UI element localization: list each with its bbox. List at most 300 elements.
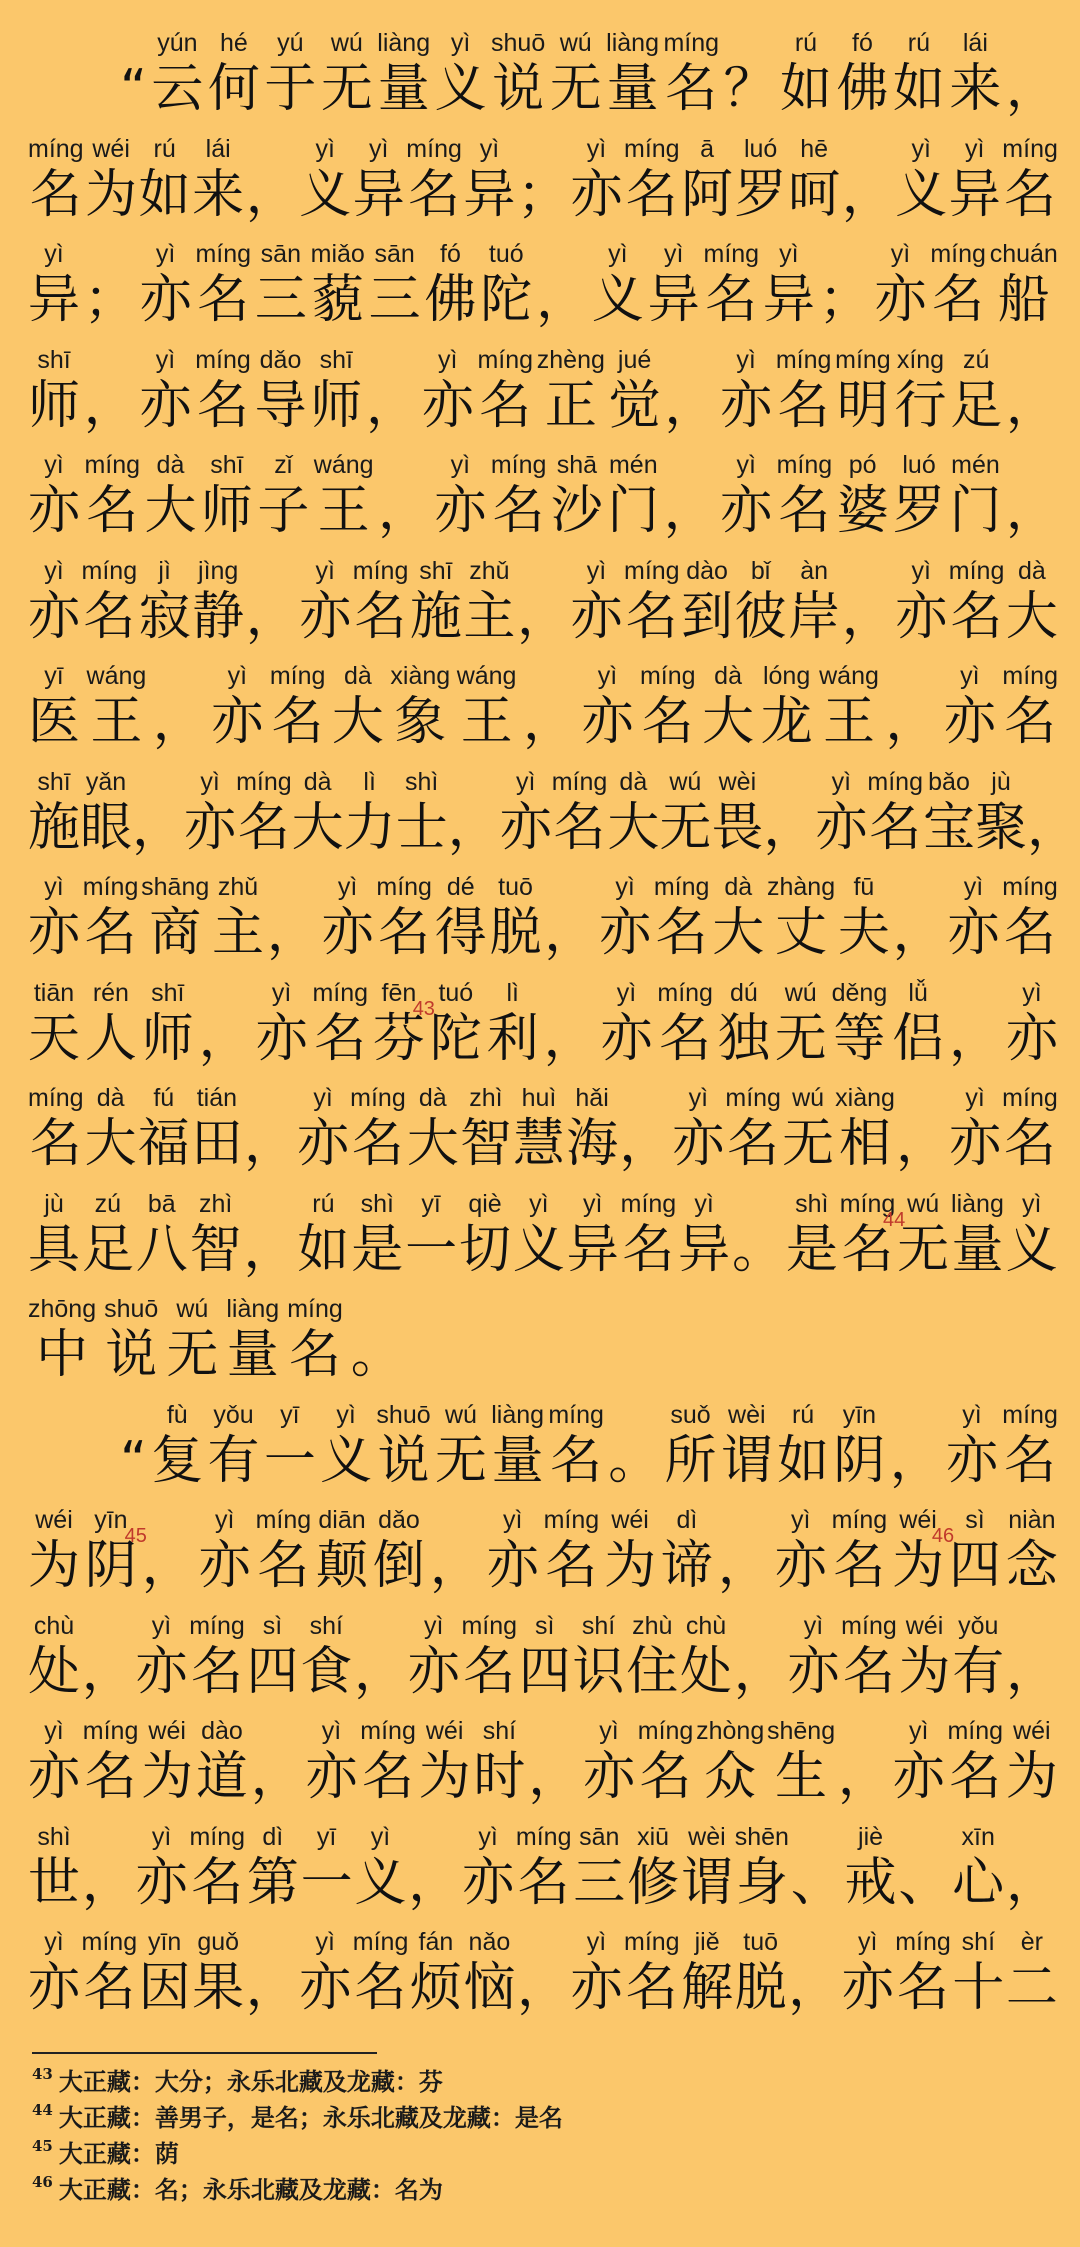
pinyin: wáng [313, 451, 374, 479]
ruby-char [310, 345, 362, 437]
hanzi: 、 [898, 1852, 951, 1913]
pinyin: wú [176, 1295, 209, 1323]
hanzi: 佛 [424, 270, 477, 330]
hanzi: 大 [144, 481, 197, 541]
hanzi: 亦 [892, 1747, 945, 1807]
ruby-char [1006, 978, 1058, 1070]
ruby-char [949, 1505, 1001, 1597]
ruby-char [947, 1716, 1003, 1808]
ruby-char [833, 1400, 885, 1492]
pinyin: míng [81, 1928, 138, 1956]
hanzi: 名 [841, 1219, 894, 1280]
ruby-char [407, 1083, 459, 1175]
ruby-char [28, 1505, 80, 1597]
ruby-char [377, 28, 430, 120]
hanzi: 聚 [975, 797, 1028, 858]
ruby-char [898, 1822, 950, 1914]
footnote-item [32, 2172, 1050, 2208]
hanzi: 食 [300, 1641, 353, 1702]
hanzi: 名 [665, 59, 718, 119]
pinyin: wáng [819, 662, 879, 690]
pinyin: liàng [951, 1189, 1004, 1218]
pinyin: xíng [896, 345, 945, 374]
pinyin: dà [344, 662, 372, 690]
pinyin: míng [189, 1611, 245, 1640]
hanzi: 世 [28, 1852, 81, 1913]
hanzi: 念 [1005, 1536, 1058, 1596]
ruby-char [788, 1927, 840, 2019]
pinyin: yì [694, 1189, 714, 1218]
pinyin: wáng [456, 662, 517, 690]
ruby-char [353, 1927, 409, 2019]
ruby-char [763, 239, 815, 331]
hanzi: 何 [207, 59, 260, 119]
ruby-char [434, 450, 486, 542]
pinyin: jì [158, 556, 171, 585]
text-line [28, 239, 1058, 331]
ruby-char [664, 450, 716, 542]
hanzi: ， [841, 586, 894, 647]
ruby-char [893, 28, 945, 120]
ruby-char [600, 978, 652, 1070]
pinyin: hé [219, 29, 248, 57]
pinyin: yīn [147, 1928, 182, 1956]
ruby-char [661, 1505, 713, 1597]
ruby-char [480, 239, 532, 331]
ruby-char [786, 1189, 838, 1281]
ruby-char [536, 239, 588, 331]
hanzi: 亦 [299, 586, 352, 647]
hanzi: 宝 [923, 797, 976, 858]
hanzi: 名 [869, 797, 922, 858]
ruby-char [270, 661, 326, 753]
hanzi: 亦 [305, 1747, 358, 1807]
ruby-char [487, 1505, 539, 1597]
pinyin: wéi [92, 134, 130, 163]
hanzi: 医 [28, 692, 81, 752]
hanzi: 恼 [463, 1958, 516, 2018]
hanzi: 义 [354, 1852, 407, 1913]
pinyin: dà [1017, 556, 1046, 585]
ruby-char [490, 872, 542, 964]
ruby-char [246, 134, 298, 226]
ruby-char [139, 556, 191, 648]
hanzi: 名 [625, 164, 678, 225]
hanzi: 是 [351, 1219, 404, 1280]
hanzi: 等 [833, 1008, 886, 1069]
hanzi: ， [429, 1536, 482, 1596]
hanzi: 名 [625, 586, 678, 647]
ruby-char [435, 1400, 487, 1492]
ruby-char [462, 1822, 514, 1914]
pinyin: wéi [611, 1506, 649, 1534]
text-line [28, 134, 1058, 226]
ruby-char [763, 767, 815, 859]
pinyin: yīn [842, 1400, 877, 1429]
pinyin: ā [700, 134, 715, 163]
pinyin: yì [529, 1189, 549, 1218]
ruby-char [80, 767, 132, 859]
hanzi: 一 [263, 1430, 316, 1491]
hanzi: 如 [892, 59, 945, 119]
ruby-char [28, 1294, 96, 1386]
pinyin: yì [502, 1506, 523, 1534]
ruby-char [457, 661, 517, 753]
ruby-char [208, 28, 260, 120]
ruby-char [190, 1189, 242, 1281]
ruby-char [780, 28, 832, 120]
hanzi: 如 [138, 164, 191, 225]
hanzi: 相 [839, 1114, 892, 1174]
hanzi: 义 [434, 59, 487, 119]
hanzi: 名 [408, 164, 461, 225]
ruby-char [353, 134, 405, 226]
pinyin: yì [586, 556, 607, 585]
text-line [28, 1189, 1058, 1281]
ruby-char [299, 1927, 351, 2019]
ruby-char [592, 239, 644, 331]
ruby-char [638, 1716, 694, 1808]
hanzi: 名 [83, 1958, 136, 2018]
hanzi: ， [243, 1114, 296, 1174]
ruby-char [120, 28, 147, 120]
hanzi: 切 [459, 1219, 512, 1280]
hanzi: 一 [405, 1219, 458, 1280]
pinyin: chuán [989, 240, 1058, 268]
pinyin: děng [831, 978, 888, 1007]
hanzi: 烦 [409, 1958, 462, 2018]
pinyin: dà [714, 662, 742, 690]
pinyin: yì [315, 556, 335, 585]
ruby-char [195, 345, 251, 437]
pinyin: míng [376, 873, 432, 901]
hanzi: 具 [28, 1219, 81, 1280]
hanzi: 道 [195, 1747, 248, 1807]
footnote-text: 大正藏：善男子，是名；永乐北藏及龙藏：是名 [58, 2103, 563, 2132]
hanzi: 名 [727, 1114, 780, 1174]
pinyin: yì [44, 556, 64, 585]
ruby-char [604, 1505, 656, 1597]
hanzi: 亦 [949, 1114, 1002, 1174]
hanzi: 亦 [486, 1536, 539, 1596]
hanzi: 觉 [608, 375, 661, 436]
ruby-char [144, 450, 196, 542]
hanzi: 二 [1005, 1958, 1058, 2018]
pinyin: tuō [498, 873, 533, 901]
ruby-char [896, 1083, 948, 1175]
footnote-item [32, 2100, 1050, 2136]
hanzi: 名 [84, 903, 137, 963]
hanzi: 名 [545, 1536, 598, 1596]
ruby-char [84, 450, 140, 542]
ruby-char [189, 1822, 245, 1914]
pinyin: míng [236, 767, 292, 796]
hanzi: 士 [395, 797, 448, 858]
hanzi: “ [120, 59, 147, 119]
ruby-char [305, 1716, 357, 1808]
ruby-char [513, 1189, 565, 1281]
hanzi: 亦 [211, 692, 264, 752]
hanzi: 佛 [836, 59, 889, 119]
pinyin: dà [418, 1084, 447, 1112]
ruby-char [351, 1189, 403, 1281]
ruby-char [491, 28, 545, 120]
pinyin: míng [620, 1189, 677, 1218]
ruby-char [621, 1189, 677, 1281]
pinyin: fū [853, 873, 875, 901]
hanzi: 为 [892, 1536, 945, 1596]
ruby-char [28, 978, 80, 1070]
pinyin: yì [616, 978, 637, 1007]
hanzi: 亦 [841, 1958, 894, 2018]
hanzi: 智 [189, 1219, 242, 1280]
text-line [28, 450, 1058, 542]
pinyin: zhàng [767, 873, 836, 901]
ruby-char [301, 1822, 353, 1914]
hanzi: 。 [350, 1325, 403, 1385]
pinyin: xiàng [835, 1084, 895, 1112]
ruby-char [191, 1083, 243, 1175]
hanzi: 亦 [184, 797, 237, 858]
pinyin: dǎo [259, 345, 302, 374]
hanzi: ， [895, 1114, 948, 1174]
pinyin: dì [262, 1822, 284, 1851]
ruby-char [949, 28, 1001, 120]
hanzi: 亦 [28, 1958, 81, 2018]
hanzi: 亦 [599, 903, 652, 963]
ruby-char [516, 1822, 572, 1914]
ruby-char [141, 872, 209, 964]
ruby-char [566, 1083, 618, 1175]
pinyin: míng [657, 978, 713, 1007]
pinyin: míng [841, 1611, 897, 1640]
pinyin: shā [556, 451, 597, 479]
pinyin: yì [450, 29, 471, 57]
ruby-char [544, 1505, 600, 1597]
pinyin: hǎi [575, 1084, 609, 1112]
pinyin: míng [947, 1717, 1004, 1745]
hanzi: 四 [948, 1536, 1001, 1596]
ruby-char [28, 1083, 84, 1175]
text-line [28, 661, 1058, 753]
text-line [28, 1822, 1058, 1914]
hanzi: ， [365, 375, 418, 436]
pinyin: shāng [141, 873, 210, 901]
hanzi: 大 [331, 692, 384, 752]
hanzi: 为 [85, 164, 138, 225]
pinyin: xiū [637, 1822, 670, 1851]
pinyin: àn [800, 556, 829, 585]
ruby-char [292, 767, 344, 859]
hanzi: 师 [141, 1008, 194, 1069]
hanzi: 为 [28, 1536, 81, 1596]
hanzi: 名 [622, 1219, 675, 1280]
pinyin: zhǔ [469, 556, 510, 585]
ruby-char [151, 1400, 203, 1492]
ruby-char [839, 1189, 906, 1281]
pinyin: yīn [94, 1506, 128, 1534]
ruby-char [28, 1716, 80, 1808]
hanzi: 名 [659, 1008, 712, 1069]
hanzi: 名 [463, 1641, 516, 1702]
hanzi: 亦 [135, 1641, 188, 1702]
ruby-char [570, 556, 622, 648]
hanzi: 说 [492, 59, 545, 119]
pinyin: míng [930, 240, 986, 268]
hanzi: 藐 [311, 270, 364, 330]
pinyin: yì [271, 978, 292, 1007]
pinyin: niàn [1008, 1506, 1056, 1534]
pinyin: míng [82, 1717, 139, 1745]
hanzi: 谛 [660, 1536, 713, 1596]
ruby-char [459, 1189, 511, 1281]
hanzi: 亦 [895, 586, 948, 647]
hanzi: ， [81, 1852, 134, 1913]
hanzi: 所 [664, 1430, 717, 1491]
hanzi: 田 [190, 1114, 243, 1174]
pinyin: yì [597, 662, 618, 690]
pinyin: míng [352, 1928, 409, 1956]
pinyin: míng [725, 1084, 781, 1112]
pinyin: jué [617, 345, 652, 374]
hanzi: ， [717, 1536, 770, 1596]
pinyin: yì [155, 345, 176, 374]
hanzi: ？ [723, 59, 776, 119]
pinyin: lái [205, 134, 231, 163]
text-line [28, 1716, 1058, 1808]
hanzi: 人 [84, 1008, 137, 1069]
hanzi: ， [1005, 1852, 1058, 1913]
ruby-char [950, 345, 1002, 437]
hanzi: 无 [782, 1114, 835, 1174]
hanzi: 义 [591, 270, 644, 330]
pinyin: tiān [33, 978, 75, 1007]
ruby-char [376, 1400, 430, 1492]
pinyin: shí [482, 1717, 517, 1745]
hanzi: 岸 [788, 586, 841, 647]
pinyin: liàng [491, 1400, 545, 1429]
ruby-char [199, 978, 251, 1070]
hanzi: 亦 [139, 375, 192, 436]
ruby-char [573, 1611, 625, 1703]
pinyin: lì [506, 978, 519, 1007]
ruby-char [832, 978, 888, 1070]
hanzi: 名 [705, 270, 758, 330]
hanzi: 有 [952, 1641, 1005, 1702]
ruby-char [975, 767, 1027, 859]
hanzi: 义 [512, 1219, 565, 1280]
hanzi: 名 [362, 1747, 415, 1807]
ruby-char [267, 872, 319, 964]
ruby-char [640, 661, 696, 753]
pinyin: rú [312, 1189, 335, 1218]
hanzi: 门 [949, 481, 1002, 541]
ruby-char [657, 978, 713, 1070]
ruby-char [734, 1611, 786, 1703]
hanzi: 亦 [582, 1747, 635, 1807]
hanzi: 异 [762, 270, 815, 330]
pinyin: pó [848, 451, 877, 479]
ruby-char [332, 661, 384, 753]
hanzi: 智 [459, 1114, 512, 1174]
ruby-char [842, 556, 894, 648]
pinyin: yì [479, 134, 500, 163]
ruby-char [487, 978, 539, 1070]
pinyin: yì [44, 240, 64, 268]
hanzi: ， [663, 481, 716, 541]
hanzi: 商 [149, 903, 202, 963]
hanzi: 名 [271, 692, 324, 752]
ruby-char [1002, 134, 1058, 226]
hanzi: ， [245, 164, 298, 225]
hanzi: 亦 [570, 586, 623, 647]
hanzi: 龙 [760, 692, 813, 752]
hanzi: 侣 [892, 1008, 945, 1069]
ruby-char [410, 556, 462, 648]
pinyin: míng [352, 556, 409, 585]
hanzi: 福 [137, 1114, 190, 1174]
pinyin: míng [461, 1611, 518, 1640]
pinyin: wéi [905, 1611, 944, 1640]
hanzi: ， [152, 692, 205, 752]
pinyin: chù [685, 1611, 727, 1640]
ruby-char [570, 1927, 622, 2019]
hanzi: ； [818, 270, 871, 330]
ruby-char [788, 556, 840, 648]
ruby-char [930, 239, 986, 331]
ruby-char [835, 1083, 895, 1175]
ruby-char [659, 767, 711, 859]
ruby-char [430, 978, 482, 1070]
ruby-char [842, 1927, 894, 2019]
ruby-char [624, 134, 680, 226]
pinyin: míng [81, 556, 138, 585]
ruby-char [712, 872, 764, 964]
ruby-char [351, 1294, 403, 1386]
hanzi: 名 [354, 1958, 407, 2018]
ruby-char [544, 872, 596, 964]
hanzi: 量 [606, 59, 659, 119]
pinyin: wáng [86, 662, 147, 690]
hanzi: 于 [264, 59, 317, 119]
hanzi: 名 [86, 481, 139, 541]
hanzi: 芬 [372, 1008, 425, 1069]
pinyin: yì [44, 451, 64, 479]
pinyin: yì [369, 134, 389, 163]
hanzi: 亦 [874, 270, 927, 330]
pinyin: fó [440, 240, 461, 268]
hanzi: 力 [343, 797, 396, 858]
ruby-char [841, 1611, 897, 1703]
ruby-char [681, 134, 733, 226]
hanzi: ， [885, 692, 938, 752]
hanzi: 名 [351, 1114, 404, 1174]
pinyin: shēng [767, 1717, 836, 1745]
ruby-char [599, 872, 651, 964]
pinyin: yì [227, 662, 248, 690]
ruby-char [654, 872, 710, 964]
hanzi: 名 [777, 375, 830, 436]
pinyin: míng [775, 345, 832, 374]
footnote-divider [32, 2052, 377, 2054]
ruby-char [84, 1505, 147, 1597]
hanzi: “ [120, 1430, 147, 1491]
hanzi: 名 [314, 1008, 367, 1069]
ruby-char [892, 978, 944, 1070]
ruby-char [491, 450, 547, 542]
hanzi: 名 [897, 1958, 950, 2018]
ruby-char [354, 1822, 406, 1914]
